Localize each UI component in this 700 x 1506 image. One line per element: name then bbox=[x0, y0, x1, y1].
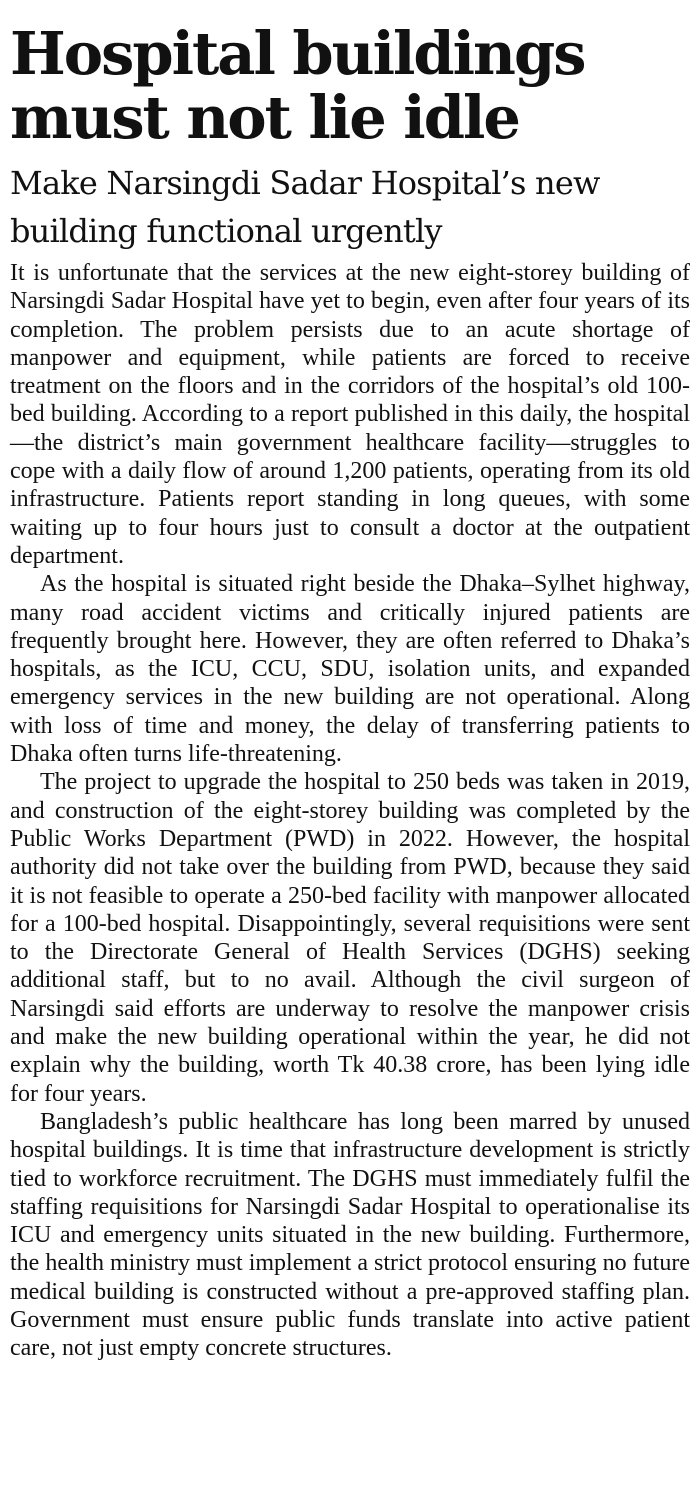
headline bbox=[10, 19, 690, 152]
subheadline bbox=[10, 159, 690, 255]
article-body bbox=[10, 259, 690, 1363]
subheadline-line-1: Make Narsingdi Sadar Hospital’s new bbox=[10, 164, 600, 202]
body-paragraph-3: The project to upgrade the hospital to 250 beds was taken in 2019, and construction of the eight-storey building was completed by the Public Works Department (PWD) in 2022. However, the hospital authority did not take over the building from PWD, because they said it is not feasible to operate a 250-bed facility with manpower allocated for a 100-bed hospital. Disappointingly, several requisitions were sent to the Directorate General of Health Services (DGHS) seeking additional staff, but to no avail. Although the civil surgeon of Narsingdi said efforts are underway to resolve the manpower crisis and make the new building operational within the year, he did not explain why the building, worth Tk 40.38 crore, has been lying idle for four years. bbox=[10, 769, 690, 1107]
body-paragraph-1: It is unfortunate that the services at the new eight-storey building of Narsingdi Sadar Hospital have yet to begin, even after four years of its completion. The problem persists due to an acute shortage of manpower and equipment, while patients are forced to receive treatment on the floors and in the corridors of the hospital’s old 100-bed building. According to a report published in this daily, the hospital—the district’s main government healthcare facility—struggles to cope with a daily flow of around 1,200 patients, operating from its old infrastructure. Patients report standing in long queues, with some waiting up to four hours just to consult a doctor at the outpatient department. bbox=[10, 260, 690, 569]
headline-line-2: must not lie idle bbox=[10, 83, 519, 152]
headline-line-1: Hospital buildings bbox=[10, 19, 585, 88]
body-paragraph-2: As the hospital is situated right beside the Dhaka–Sylhet highway, many road accident victims and critically injured patients are frequently brought here. However, they are often referred to Dhaka’s hospitals, as the ICU, CCU, SDU, isolation units, and expanded emergency services in the new building are not operational. Along with loss of time and money, the delay of transferring patients to Dhaka often turns life-threatening. bbox=[10, 571, 690, 768]
body-paragraph-4: Bangladesh’s public healthcare has long been marred by unused hospital buildings. It is time that infrastructure development is strictly tied to workforce recruitment. The DGHS must immediately fulfil the staffing requisitions for Narsingdi Sadar Hospital to operationalise its ICU and emergency units situated in the new building. Furthermore, the health ministry must implement a strict protocol ensuring no future medical building is constructed without a pre-approved staffing plan. Government must ensure public funds translate into active patient care, not just empty concrete structures. bbox=[10, 1108, 690, 1362]
subheadline-line-2: building functional urgently bbox=[10, 212, 442, 250]
editorial-article bbox=[10, 19, 690, 1363]
